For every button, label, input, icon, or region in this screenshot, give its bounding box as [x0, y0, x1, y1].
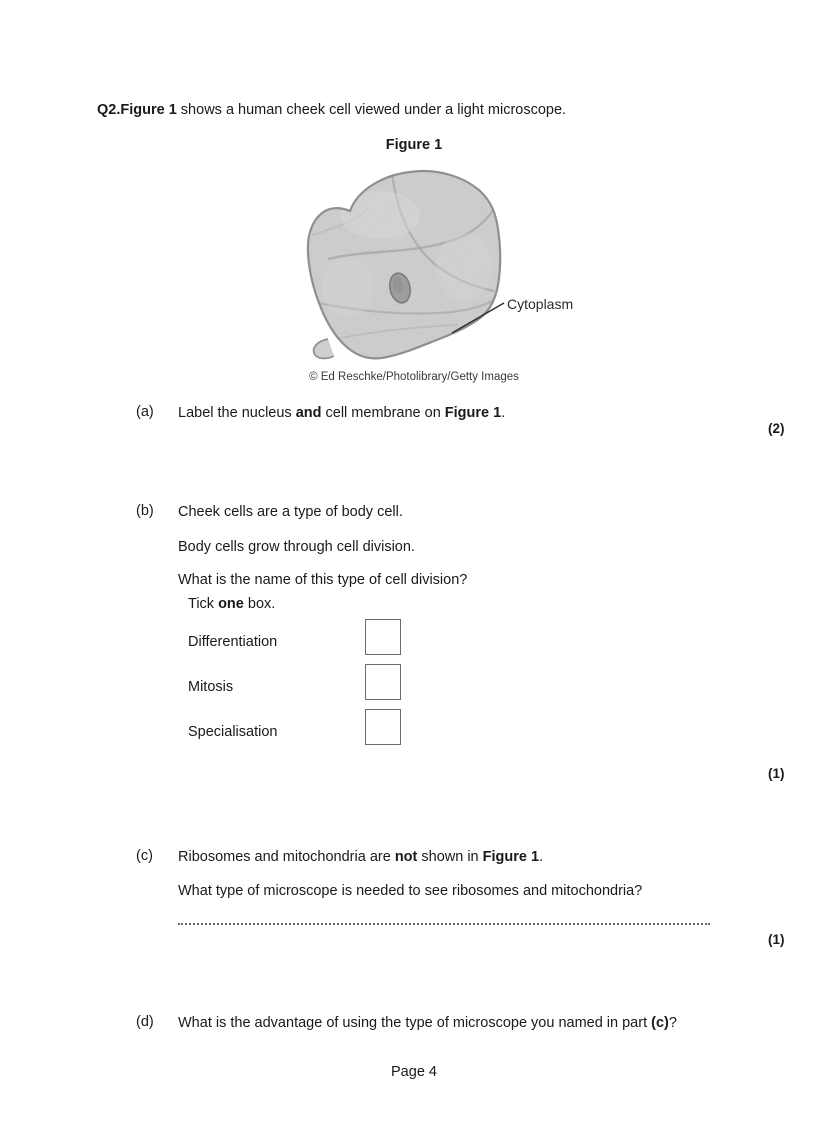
part-b-marks: (1): [768, 766, 785, 781]
part-d-line-1: [178, 1014, 677, 1032]
part-a-text-2: cell membrane on: [321, 405, 445, 421]
cell-body: [288, 163, 588, 375]
cytoplasm-label: Cytoplasm: [507, 296, 574, 312]
part-c-figure-ref: Figure 1: [482, 849, 540, 865]
part-b-line-3: What is the name of this type of cell division?: [178, 572, 468, 588]
part-c-text-1: Ribosomes and mitochondria are: [178, 849, 395, 865]
part-a-figure-ref: Figure 1: [444, 405, 502, 421]
part-c-line-2: What type of microscope is needed to see ribosomes and mitochondria?: [178, 883, 643, 899]
part-c-marks: (1): [768, 932, 785, 947]
figure-title: Figure 1: [385, 137, 443, 153]
option-label-mitosis: Mitosis: [188, 679, 234, 695]
option-label-differentiation: Differentiation: [188, 634, 278, 650]
tick-pre: Tick: [188, 596, 219, 612]
part-b-line-1: Cheek cells are a type of body cell.: [178, 504, 403, 520]
tickbox-differentiation[interactable]: [365, 619, 401, 655]
part-d-bold-c: (c): [651, 1015, 669, 1031]
figure-1-micrograph: [288, 163, 588, 375]
part-d-text-2: ?: [668, 1015, 677, 1031]
part-a-text: [178, 404, 505, 422]
part-a-label: (a): [136, 404, 154, 420]
figure-credit: © Ed Reschke/Photolibrary/Getty Images: [309, 371, 519, 383]
part-c-bold-not: not: [394, 849, 418, 865]
part-b-tick-instruction: [188, 595, 275, 613]
part-c-label: (c): [136, 848, 153, 864]
part-b-label: (b): [136, 503, 154, 519]
tickbox-mitosis[interactable]: [365, 664, 401, 700]
part-a-bold-and: and: [295, 405, 322, 421]
question-number: Q2.: [97, 102, 121, 118]
part-c-line-1: [178, 848, 543, 866]
part-d-text-1: What is the advantage of using the type of microscope you named in part: [178, 1015, 652, 1031]
part-c-answer-line[interactable]: [178, 920, 710, 925]
page-footer: Page 4: [391, 1064, 437, 1080]
part-c-text-3: .: [539, 849, 544, 865]
tickbox-specialisation[interactable]: [365, 709, 401, 745]
part-a-text-3: .: [501, 405, 506, 421]
tick-bold-one: one: [218, 596, 244, 612]
part-a-text-1: Label the nucleus: [178, 405, 296, 421]
part-c-text-2: shown in: [417, 849, 483, 865]
intro-text: shows a human cheek cell viewed under a light microscope.: [176, 102, 567, 118]
cell-protrusion: [314, 339, 334, 358]
question-intro: [97, 101, 566, 119]
intro-figure-ref: Figure 1: [120, 102, 177, 118]
part-d-label: (d): [136, 1014, 154, 1030]
option-label-specialisation: Specialisation: [188, 724, 278, 740]
tick-post: box.: [243, 596, 276, 612]
part-a-marks: (2): [768, 421, 785, 436]
part-b-line-2: Body cells grow through cell division.: [178, 539, 415, 555]
